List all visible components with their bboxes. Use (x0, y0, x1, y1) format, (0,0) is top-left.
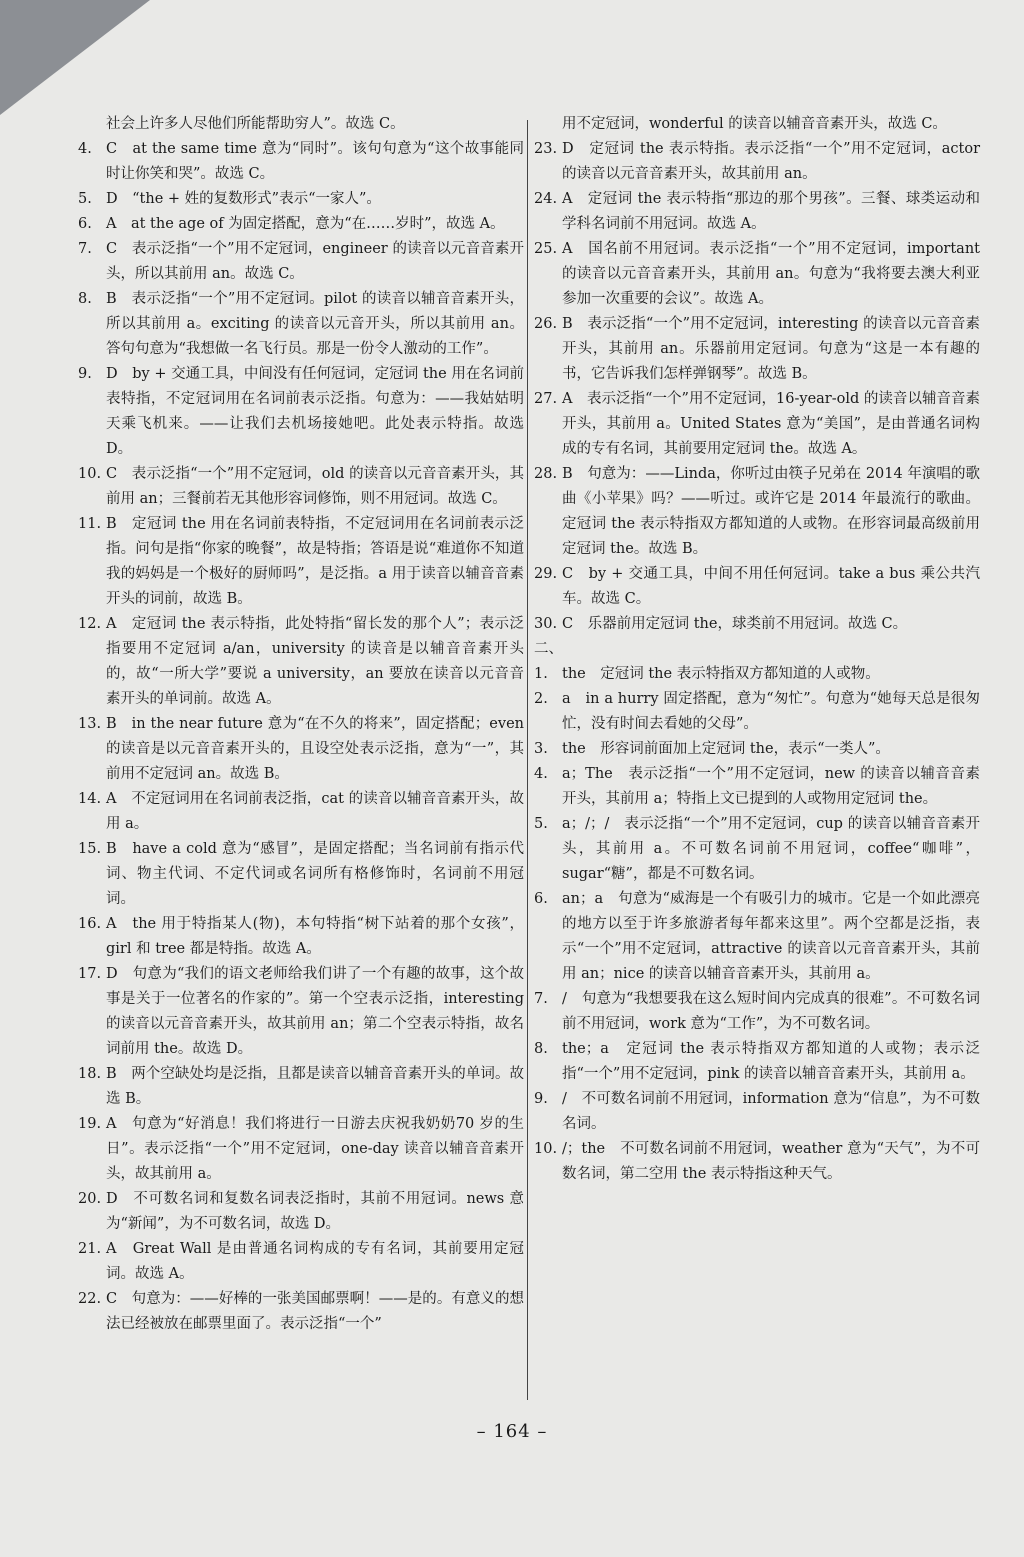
answer-entry (78, 187, 524, 212)
answer-entry (78, 787, 524, 837)
entry-text: A at the age of 为固定搭配，意为“在……岁时”，故选 A。 (106, 216, 505, 232)
answer-entry (534, 187, 980, 237)
answer-entry (534, 562, 980, 612)
section-label: 二、 (534, 641, 563, 657)
answer-entry (534, 462, 980, 562)
entry-number: 4. (534, 766, 548, 782)
entry-text: A 不定冠词用在名词前表泛指，cat 的读音以辅音音素开头，故用 a。 (106, 791, 524, 832)
entry-number: 29. (534, 566, 558, 582)
answer-entry (534, 1037, 980, 1087)
entry-number: 17. (78, 966, 102, 982)
entry-text: A 句意为“好消息！我们将进行一日游去庆祝我奶奶70 岁的生日”。表示泛指“一个”用不定冠词，one-day 读音以辅音音素开头，故其前用 a。 (106, 1116, 524, 1182)
answer-entry (78, 912, 524, 962)
entry-text: C 表示泛指“一个”用不定冠词，old 的读音以元音音素开头，其前用 an；三餐前若无其他形容词修饰，则不用冠词。故选 C。 (106, 466, 524, 507)
entry-number: 11. (78, 516, 102, 532)
entry-text: A Great Wall 是由普通名词构成的专有名词，其前要用定冠词。故选 A。 (106, 1241, 524, 1282)
answer-entry (78, 512, 524, 612)
entry-number: 20. (78, 1191, 102, 1207)
answer-entry (534, 987, 980, 1037)
entry-text: D by + 交通工具，中间没有任何冠词，定冠词 the 用在名词前表特指，不定冠词用在名词前表示泛指。句意为：——我姑姑明天乘飞机来。——让我们去机场接她吧。此处表示特指。故选 D。 (106, 366, 524, 457)
answer-entry (78, 1237, 524, 1287)
entry-number: 2. (534, 691, 548, 707)
entry-number: 7. (78, 241, 92, 257)
answer-entry (534, 662, 980, 687)
entry-text: B 表示泛指“一个”用不定冠词。pilot 的读音以辅音音素开头，所以其前用 a。exciting 的读音以元音开头，所以其前用 an。答句句意为“我想做一名飞行员。那是一份令人激动的工作”。 (106, 291, 524, 357)
entry-number: 4. (78, 141, 92, 157)
answer-entry (78, 137, 524, 187)
entry-text: D 定冠词 the 表示特指。表示泛指“一个”用不定冠词，actor 的读音以元音音素开头，故其前用 an。 (562, 141, 980, 182)
entry-text: / 句意为“我想要我在这么短时间内完成真的很难”。不可数名词前不用冠词，work 意为“工作”，为不可数名词。 (562, 991, 980, 1032)
entry-number: 9. (534, 1091, 548, 1107)
entry-text: B in the near future 意为“在不久的将来”，固定搭配；even 的读音是以元音音素开头的，且设空处表示泛指，意为“一”，其前用不定冠词 an。故选 B。 (106, 716, 524, 782)
entry-number: 5. (78, 191, 92, 207)
entry-text: B 表示泛指“一个”用不定冠词，interesting 的读音以元音音素开头，其前用 an。乐器前用定冠词。句意为“这是一本有趣的书，它告诉我们怎样弹钢琴”。故选 B。 (562, 316, 980, 382)
answer-entry (78, 1062, 524, 1112)
entry-text: C 句意为：——好棒的一张美国邮票啊！——是的。有意义的想法已经被放在邮票里面了。表示泛指“一个” (106, 1291, 524, 1332)
entry-text: A the 用于特指某人(物)，本句特指“树下站着的那个女孩”，girl 和 tree 都是特指。故选 A。 (106, 916, 524, 957)
entry-number: 27. (534, 391, 558, 407)
entry-number: 21. (78, 1241, 102, 1257)
entry-text: D 不可数名词和复数名词表泛指时，其前不用冠词。news 意为“新闻”，为不可数名词，故选 D。 (106, 1191, 524, 1232)
answer-entry (534, 887, 980, 987)
answer-entry (534, 612, 980, 637)
answer-entry (78, 1287, 524, 1337)
left-column (78, 112, 524, 1337)
entry-text: C at the same time 意为“同时”。该句句意为“这个故事能同时让你笑和哭”。故选 C。 (106, 141, 524, 182)
entry-number: 10. (534, 1141, 558, 1157)
answer-entry (534, 237, 980, 312)
entry-text: D “the + 姓的复数形式”表示“一家人”。 (106, 191, 381, 207)
entry-text: a；/；/ 表示泛指“一个”用不定冠词，cup 的读音以辅音音素开头，其前用 a。不可数名词前不用冠词，coffee“咖啡”，sugar“糖”，都是不可数名词。 (562, 816, 980, 882)
entry-number: 15. (78, 841, 102, 857)
answer-entry (534, 1087, 980, 1137)
answer-entry (78, 712, 524, 787)
answer-entry (78, 612, 524, 712)
entry-number: 9. (78, 366, 92, 382)
entry-number: 6. (534, 891, 548, 907)
answer-entry (78, 1112, 524, 1187)
entry-text: an；a 句意为“威海是一个有吸引力的城市。它是一个如此漂亮的地方以至于许多旅游者每年都来这里”。两个空都是泛指，表示“一个”用不定冠词，attractive 的读音以元音音素开头，其前用 an；nice 的读音以辅音音素开头，其前用 a。 (562, 891, 980, 982)
entry-text: /；the 不可数名词前不用冠词，weather 意为“天气”，为不可数名词，第二空用 the 表示特指这种天气。 (562, 1141, 980, 1182)
answer-entry (78, 962, 524, 1062)
entry-number: 1. (534, 666, 548, 682)
answer-entry (78, 212, 524, 237)
entry-text: B have a cold 意为“感冒”，是固定搭配；当名词前有指示代词、物主代词、不定代词或名词所有格修饰时，名词前不用冠词。 (106, 841, 524, 907)
entry-text: A 国名前不用冠词。表示泛指“一个”用不定冠词，important 的读音以元音音素开头，其前用 an。句意为“我将要去澳大利亚参加一次重要的会议”。故选 A。 (562, 241, 980, 307)
answer-entry (78, 237, 524, 287)
entry-number: 12. (78, 616, 102, 632)
right-column (534, 112, 980, 1187)
answer-entry (534, 737, 980, 762)
entry-number: 8. (78, 291, 92, 307)
answer-entry (78, 362, 524, 462)
entry-number: 28. (534, 466, 558, 482)
answer-entry (534, 137, 980, 187)
entry-number: 16. (78, 916, 102, 932)
answer-entry (78, 287, 524, 362)
entry-text: A 定冠词 the 表示特指，此处特指“留长发的那个人”；表示泛指要用不定冠词 a/an，university 的读音是以辅音音素开头的，故“一所大学”要说 a university，an 要放在读音以元音音素开头的单词前。故选 A。 (106, 616, 524, 707)
entry-text: B 定冠词 the 用在名词前表特指，不定冠词用在名词前表示泛指。问句是指“你家的晚餐”，故是特指；答语是说“难道你不知道我的妈妈是一个极好的厨师吗”，是泛指。a 用于读音以辅音音素开头的词前，故选 B。 (106, 516, 524, 607)
entry-text: A 表示泛指“一个”用不定冠词，16-year-old 的读音以辅音音素开头，其前用 a。United States 意为“美国”，是由普通名词构成的专有名词，其前要用定冠词 the。故选 A。 (562, 391, 980, 457)
right-continuation: 用不定冠词，wonderful 的读音以辅音音素开头，故选 C。 (562, 116, 947, 132)
entry-text: / 不可数名词前不用冠词，information 意为“信息”，为不可数名词。 (562, 1091, 980, 1132)
answer-entry (534, 312, 980, 387)
entry-text: the 定冠词 the 表示特指双方都知道的人或物。 (562, 666, 880, 682)
answer-page (78, 112, 978, 1452)
entry-number: 8. (534, 1041, 548, 1057)
entry-text: the 形容词前面加上定冠词 the，表示“一类人”。 (562, 741, 890, 757)
entry-number: 14. (78, 791, 102, 807)
entry-number: 19. (78, 1116, 102, 1132)
left-continuation: 社会上许多人尽他们所能帮助穷人”。故选 C。 (106, 116, 405, 132)
answer-entry (534, 1137, 980, 1187)
entry-text: B 两个空缺处均是泛指，且都是读音以辅音音素开头的单词。故选 B。 (106, 1066, 524, 1107)
entry-number: 6. (78, 216, 92, 232)
entry-number: 26. (534, 316, 558, 332)
answer-entry (534, 762, 980, 812)
entry-number: 7. (534, 991, 548, 1007)
page-number: – 164 – (476, 1421, 548, 1442)
column-divider (527, 120, 528, 1400)
page-corner-fold (0, 0, 150, 115)
entry-text: D 句意为“我们的语文老师给我们讲了一个有趣的故事，这个故事是关于一位著名的作家的”。第一个空表示泛指，interesting 的读音以元音音素开头，故其前用 an；第二个空表示特指，故名词前用 the。故选 D。 (106, 966, 524, 1057)
entry-text: C 表示泛指“一个”用不定冠词，engineer 的读音以元音音素开头，所以其前用 an。故选 C。 (106, 241, 524, 282)
entry-number: 23. (534, 141, 558, 157)
entry-number: 25. (534, 241, 558, 257)
answer-entry (78, 1187, 524, 1237)
entry-number: 13. (78, 716, 102, 732)
entry-number: 18. (78, 1066, 102, 1082)
answer-entry (534, 387, 980, 462)
entry-text: the；a 定冠词 the 表示特指双方都知道的人或物；表示泛指“一个”用不定冠词，pink 的读音以辅音音素开头，其前用 a。 (562, 1041, 980, 1082)
entry-number: 5. (534, 816, 548, 832)
entry-number: 3. (534, 741, 548, 757)
entry-text: a；The 表示泛指“一个”用不定冠词，new 的读音以辅音音素开头，其前用 a；特指上文已提到的人或物用定冠词 the。 (562, 766, 980, 807)
entry-number: 30. (534, 616, 558, 632)
entry-text: C 乐器前用定冠词 the，球类前不用冠词。故选 C。 (562, 616, 908, 632)
entry-text: a in a hurry 固定搭配，意为“匆忙”。句意为“她每天总是很匆忙，没有时间去看她的父母”。 (562, 691, 980, 732)
entry-text: B 句意为：——Linda，你听过由筷子兄弟在 2014 年演唱的歌曲《小苹果》吗？——听过。或许它是 2014 年最流行的歌曲。定冠词 the 表示特指双方都知道的人或物。在形容词最高级前用定冠词 the。故选 B。 (562, 466, 980, 557)
entry-number: 22. (78, 1291, 102, 1307)
entry-text: C by + 交通工具，中间不用任何冠词。take a bus 乘公共汽车。故选 C。 (562, 566, 980, 607)
answer-entry (78, 462, 524, 512)
entry-number: 24. (534, 191, 558, 207)
entry-text: A 定冠词 the 表示特指“那边的那个男孩”。三餐、球类运动和学科名词前不用冠词。故选 A。 (562, 191, 980, 232)
entry-number: 10. (78, 466, 102, 482)
answer-entry (534, 687, 980, 737)
answer-entry (78, 837, 524, 912)
answer-entry (534, 812, 980, 887)
